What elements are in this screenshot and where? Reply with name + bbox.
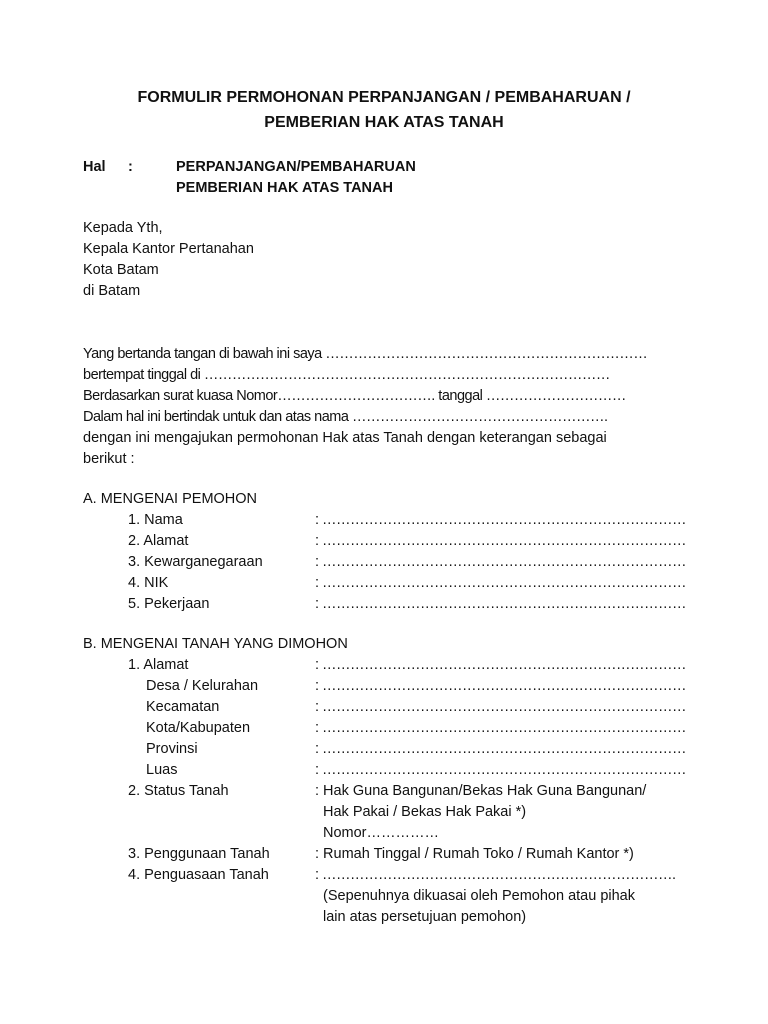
land-field-label: Luas [146, 762, 178, 778]
status-tanah-value-line-2: Hak Pakai / Bekas Hak Pakai *) [323, 804, 527, 820]
hal-label: Hal [83, 159, 106, 175]
penggunaan-tanah-value: : Rumah Tinggal / Rumah Toko / Rumah Kantor *) [315, 846, 634, 862]
field-label-kewarganegaraan: 3. Kewarganegaraan [128, 554, 263, 570]
land-field-label: Kota/Kabupaten [146, 720, 251, 736]
penguasaan-tanah-note-line-2: lain atas persetujuan pemohon) [323, 909, 527, 925]
land-field-value: : …………………………………………………………………… [315, 720, 687, 736]
land-field-value: : …………………………………………………………………… [315, 678, 687, 694]
status-tanah-label: 2. Status Tanah [128, 783, 229, 799]
form-title-line-1: FORMULIR PERMOHONAN PERPANJANGAN / PEMBAHARUAN / [137, 89, 631, 106]
hal-colon: : [128, 159, 133, 175]
address-line: Kota Batam [83, 262, 159, 278]
status-tanah-nomor: Nomor…………… [323, 825, 440, 841]
land-field-label: Desa / Kelurahan [146, 678, 259, 694]
field-label-alamat: 2. Alamat [128, 533, 189, 549]
body-line: Yang bertanda tangan di bawah ini saya …………………………………………………………… [83, 346, 648, 362]
land-field-value: : …………………………………………………………………… [315, 741, 687, 757]
penguasaan-tanah-note-line-1: (Sepenuhnya dikuasai oleh Pemohon atau pihak [323, 888, 635, 904]
field-label-pekerjaan: 5. Pekerjaan [128, 596, 210, 612]
field-value-nama: : …………………………………………………………………… [315, 512, 687, 528]
address-line: di Batam [83, 283, 141, 299]
field-value-pekerjaan: : …………………………………………………………………… [315, 596, 687, 612]
form-title-line-2: PEMBERIAN HAK ATAS TANAH [264, 114, 504, 131]
body-line: Berdasarkan surat kuasa Nomor……………………………. tanggal ………………………… [83, 388, 626, 404]
land-field-label: Provinsi [146, 741, 198, 757]
hal-subject-line-2: PEMBERIAN HAK ATAS TANAH [176, 180, 393, 196]
land-field-label: Kecamatan [146, 699, 220, 715]
address-line: Kepala Kantor Pertanahan [83, 241, 254, 257]
section-b-heading: B. MENGENAI TANAH YANG DIMOHON [83, 636, 348, 652]
body-line: bertempat tinggal di …………………………………………………………………………… [83, 367, 610, 383]
penggunaan-tanah-label: 3. Penggunaan Tanah [128, 846, 270, 862]
body-line: berikut : [83, 451, 135, 467]
field-value-kewarganegaraan: : …………………………………………………………………… [315, 554, 687, 570]
body-line: dengan ini mengajukan permohonan Hak atas Tanah dengan keterangan sebagai [83, 430, 607, 446]
section-a-heading: A. MENGENAI PEMOHON [83, 491, 258, 507]
field-label-nama: 1. Nama [128, 512, 183, 528]
land-field-value: : …………………………………………………………………… [315, 657, 687, 673]
penguasaan-tanah-label: 4. Penguasaan Tanah [128, 867, 269, 883]
field-label-nik: 4. NIK [128, 575, 169, 591]
body-line: Dalam hal ini bertindak untuk dan atas nama ………………………………………………. [83, 409, 608, 425]
address-line: Kepada Yth, [83, 220, 163, 236]
land-field-label: 1. Alamat [128, 657, 189, 673]
penguasaan-tanah-value: : …………………………………………………………………. [315, 867, 676, 883]
hal-subject-line-1: PERPANJANGAN/PEMBAHARUAN [176, 159, 416, 175]
land-field-value: : …………………………………………………………………… [315, 762, 687, 778]
land-field-value: : …………………………………………………………………… [315, 699, 687, 715]
field-value-alamat: : …………………………………………………………………… [315, 533, 687, 549]
status-tanah-value-line-1: : Hak Guna Bangunan/Bekas Hak Guna Bangunan/ [315, 783, 647, 799]
field-value-nik: : …………………………………………………………………… [315, 575, 687, 591]
